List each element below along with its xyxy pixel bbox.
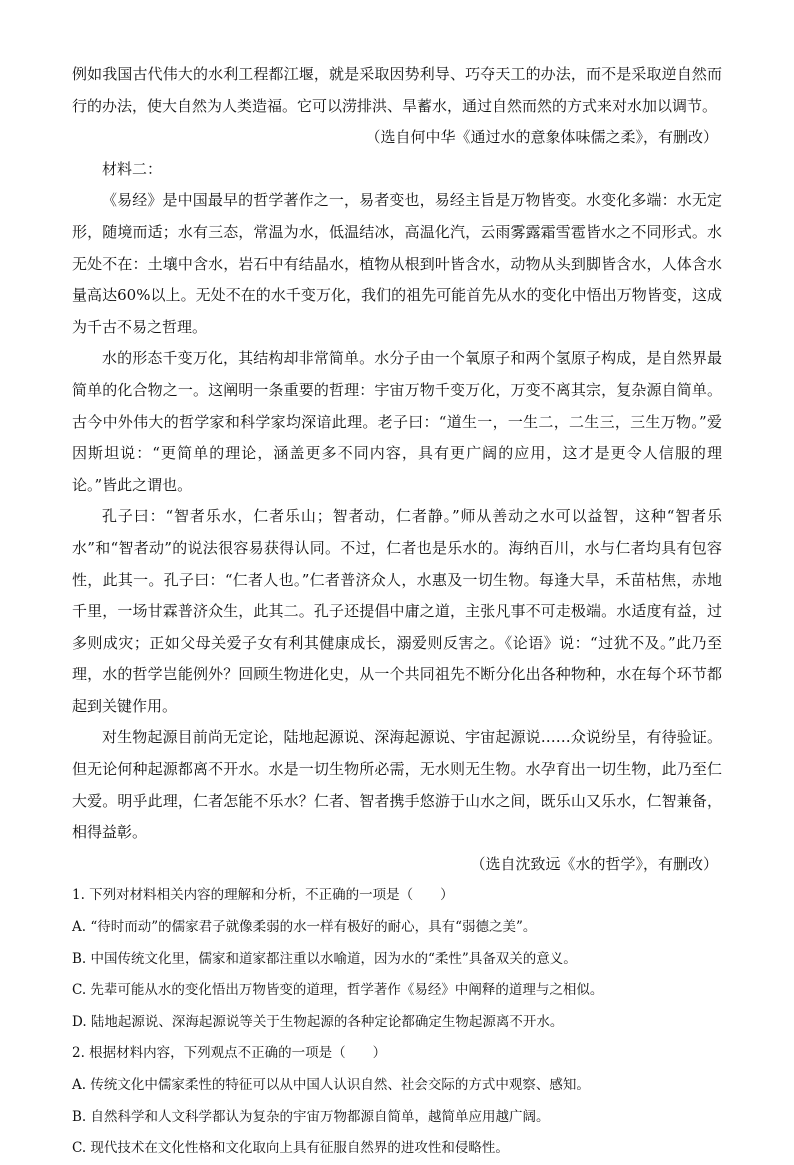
question-1 xyxy=(72,880,722,1038)
question-2-stem: 2. 根据材料内容，下列观点不正确的一项是（ ） xyxy=(72,1045,387,1062)
passage2-source: （选自沈致远《水的哲学》，有删改） xyxy=(470,854,718,873)
question-1-stem: 1. 下列对材料相关内容的理解和分析，不正确的一项是（ ） xyxy=(72,887,454,904)
passage2-paragraph-2: 水的形态千变万化，其结构却非常简单。水分子由一个氧原子和两个氢原子构成，是自然界最简单的化合物之一。这阐明一条重要的哲理：宇宙万物千变万化，万变不离其宗，复杂源自简单。古今中外伟大的哲学家和科学家均深谙此理。老子曰：“道生一，一生二，二生三，三生万物。”爱因斯坦说：“更简单的理论，涵盖更多不同内容，具有更广阔的应用，这才是更令人信服的理论。”皆此之谓也。 xyxy=(72,349,722,494)
document-content xyxy=(72,59,722,1165)
question-2-option-c: C. 现代技术在文化性格和文化取向上具有征服自然界的进攻性和侵略性。 xyxy=(72,1140,509,1157)
question-2 xyxy=(72,1038,722,1164)
passage2-heading: 材料二： xyxy=(102,159,163,178)
question-1-option-c: C. 先辈可能从水的变化悟出万物皆变的道理，哲学著作《易经》中阐释的道理与之相似。 xyxy=(72,982,604,999)
question-2-option-b: B. 自然科学和人文科学都认为复杂的宇宙万物都源自简单，越简单应用越广阔。 xyxy=(72,1108,550,1125)
question-1-option-b: B. 中国传统文化里，儒家和道家都注重以水喻道，因为水的“柔性”具备双关的意义。 xyxy=(72,950,577,967)
question-1-option-a: A. “待时而动”的儒家君子就像柔弱的水一样有极好的耐心，具有“弱德之美”。 xyxy=(72,919,537,936)
passage1-paragraph: 例如我国古代伟大的水利工程都江堰，就是采取因势利导、巧夺天工的办法，而不是采取逆自然而行的办法，使大自然为人类造福。它可以涝排洪、旱蓄水，通过自然而然的方式来对水加以调节。 xyxy=(72,65,722,115)
passage2-paragraph-1: 《易经》是中国最早的哲学著作之一，易者变也，易经主旨是万物皆变。水变化多端：水无定形，随境而适；水有三态，常温为水，低温结冰，高温化汽，云雨雾露霜雪雹皆水之不同形式。水无处不在：土壤中含水，岩石中有结晶水，植物从根到叶皆含水，动物从头到脚皆含水，人体含水量高达60%以上。无处不在的水千变万化，我们的祖先可能首先从水的变化中悟出万物皆变，这成为千古不易之哲理。 xyxy=(72,191,722,336)
passage2-paragraph-4: 对生物起源目前尚无定论，陆地起源说、深海起源说、宇宙起源说……众说纷呈，有待验证。但无论何种起源都离不开水。水是一切生物所必需，无水则无生物。水孕育出一切生物，此乃至仁大爱。明乎此理，仁者怎能不乐水？仁者、智者携手悠游于山水之间，既乐山又乐水，仁智兼备，相得益彰。 xyxy=(72,728,722,842)
passage1-source: （选自何中华《通过水的意象体味儒之柔》，有删改） xyxy=(365,128,718,147)
passage2-paragraph-3: 孔子曰：“智者乐水，仁者乐山；智者动，仁者静。”师从善动之水可以益智，这种“智者乐水”和“智者动”的说法很容易获得认同。不过，仁者也是乐水的。海纳百川，水与仁者均具有包容性，此其一。孔子曰：“仁者人也。”仁者普济众人，水惠及一切生物。每逢大旱，禾苗枯焦，赤地千里，一场甘霖普济众生，此其二。孔子还提倡中庸之道，主张凡事不可走极端。水适度有益，过多则成灾；正如父母关爱子女有利其健康成长，溺爱则反害之。《论语》说：“过犹不及。”此乃至理，水的哲学岂能例外？回顾生物进化史，从一个共同祖先不断分化出各种物种，水在每个环节都起到关键作用。 xyxy=(72,507,722,715)
question-1-option-d: D. 陆地起源说、深海起源说等关于生物起源的各种定论都确定生物起源离不开水。 xyxy=(72,1013,564,1030)
question-2-option-a: A. 传统文化中儒家柔性的特征可以从中国人认识自然、社会交际的方式中观察、感知。 xyxy=(72,1077,590,1093)
